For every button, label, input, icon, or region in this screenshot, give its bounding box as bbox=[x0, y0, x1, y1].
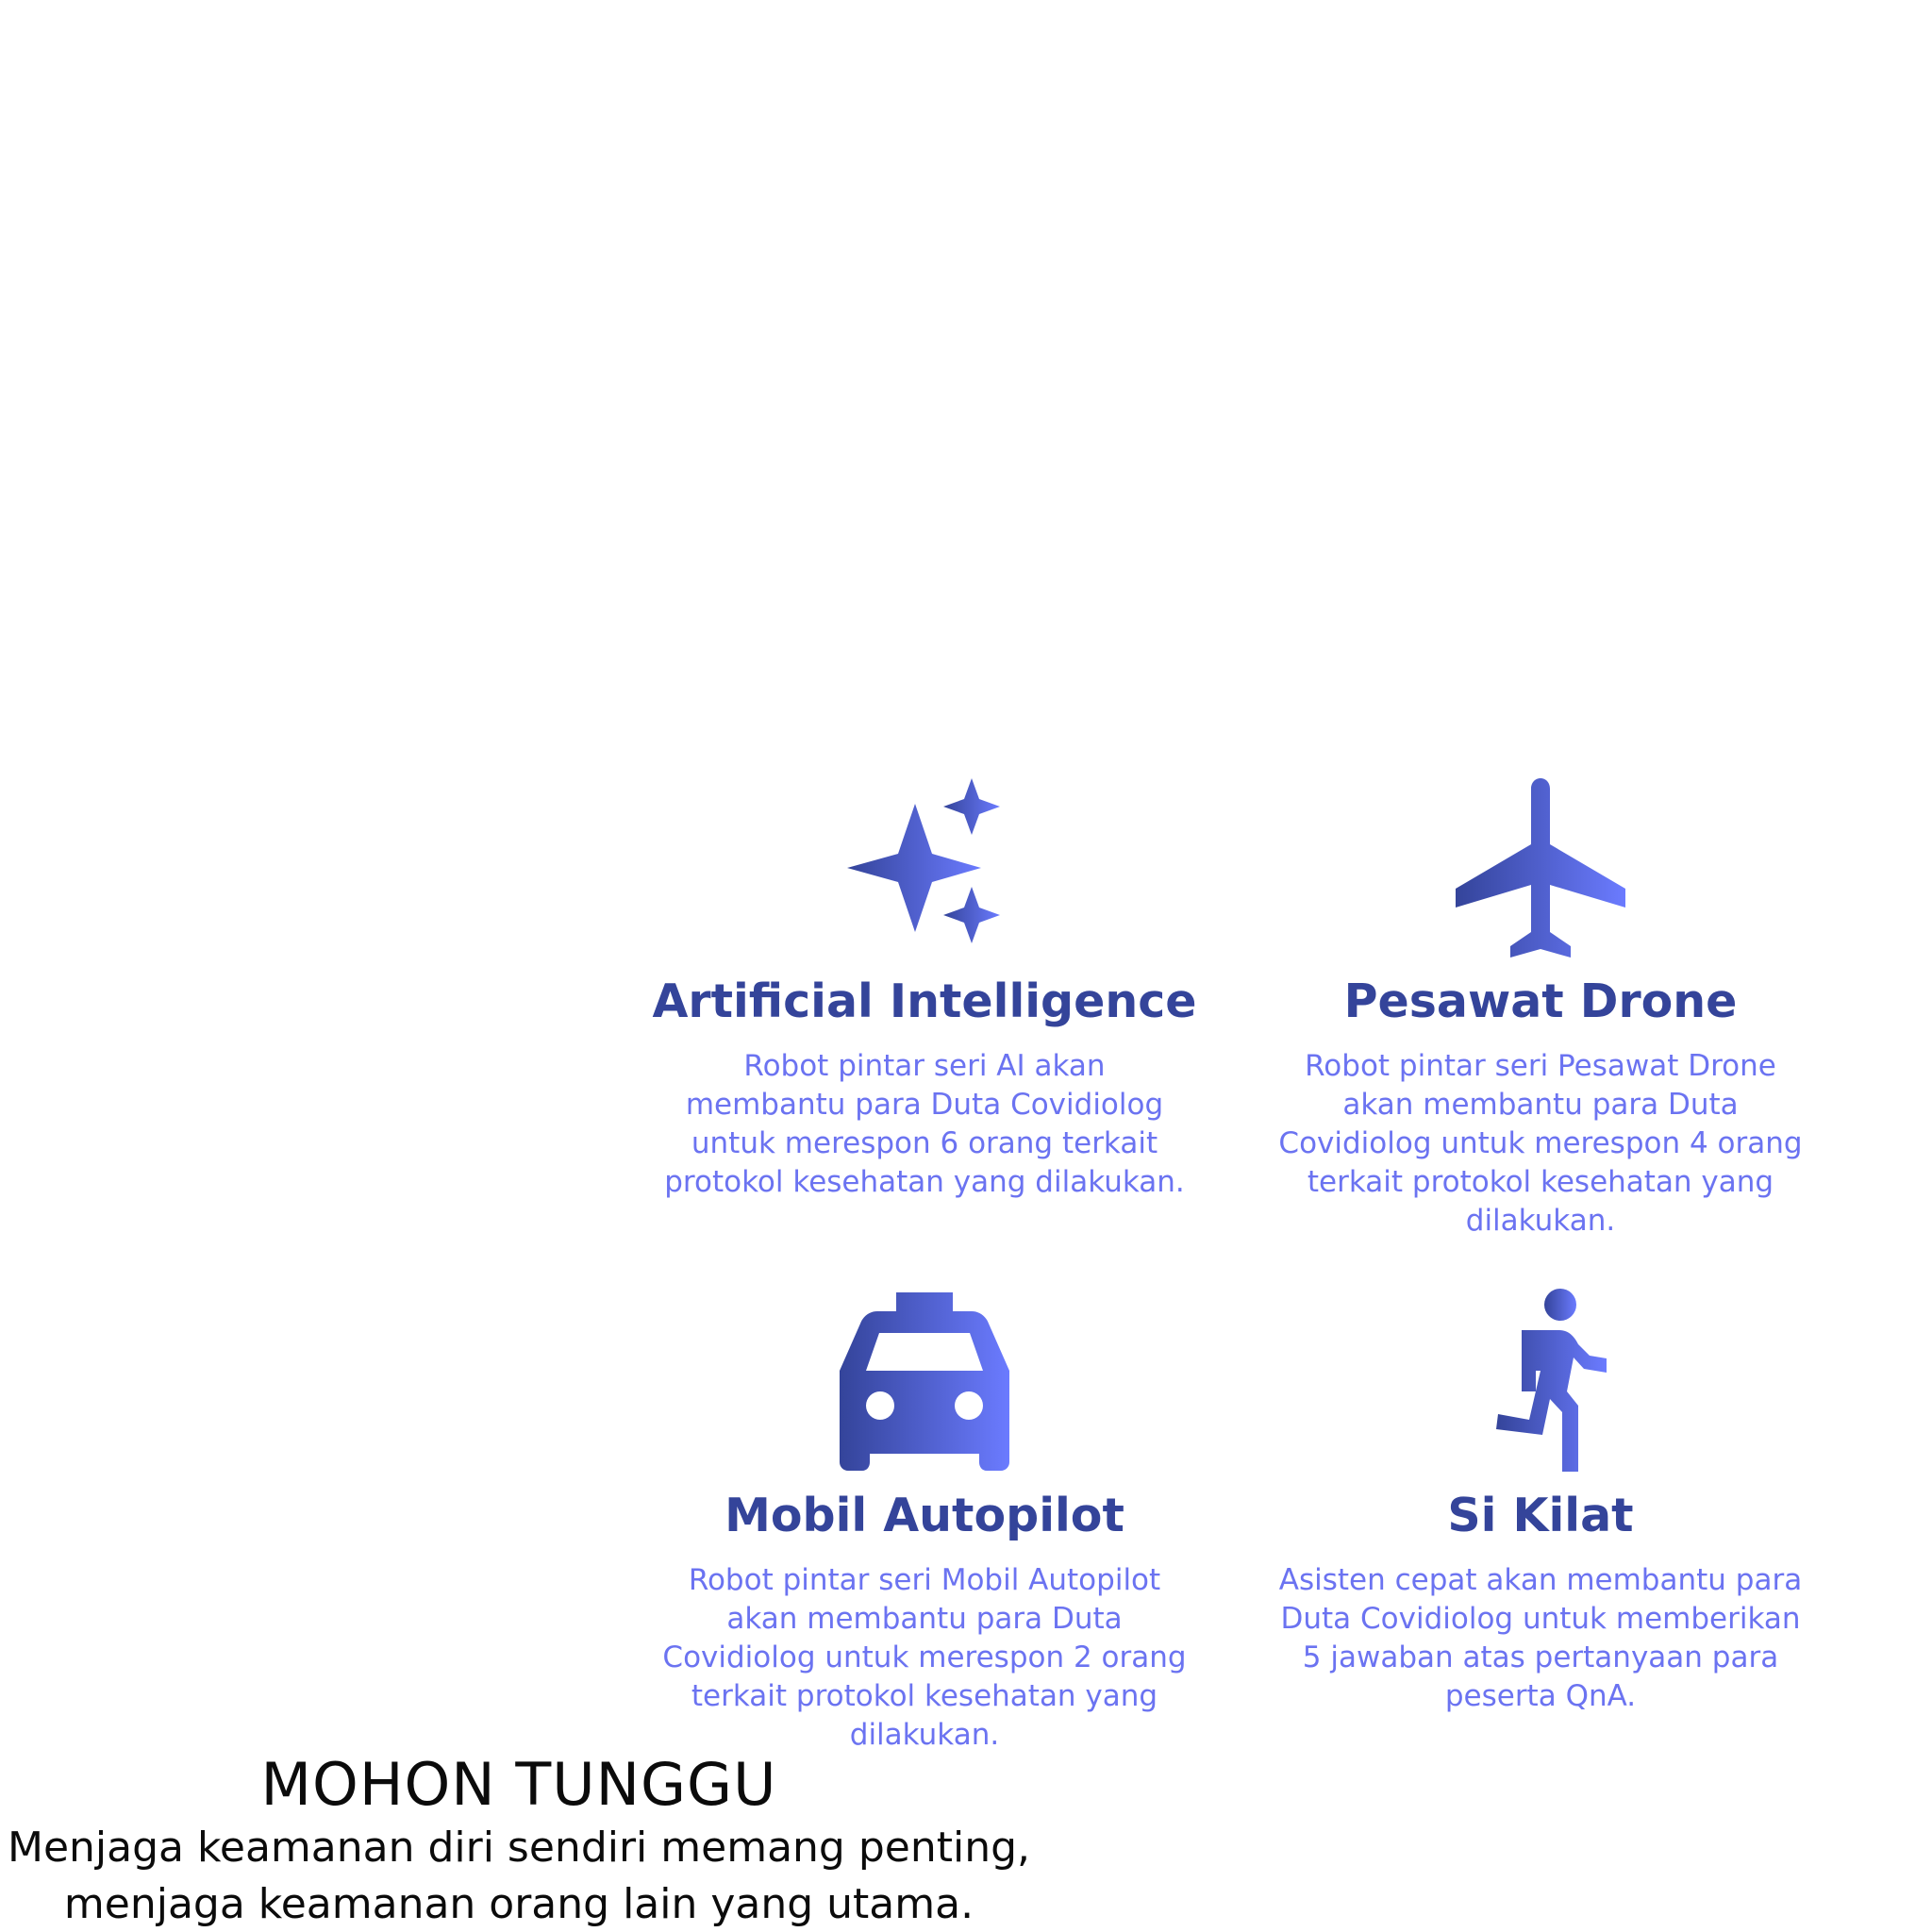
airplane-icon bbox=[1257, 774, 1824, 962]
loading-heading: MOHON TUNGGU bbox=[260, 1750, 777, 1819]
sparkles-icon bbox=[641, 774, 1208, 962]
card-description: Robot pintar seri Mobil Autopilot akan membantu para Duta Covidiolog untuk merespon 2 orang terkait protokol kesehatan yang dilakukan. bbox=[662, 1563, 1187, 1752]
loading-message bbox=[0, 1750, 1038, 1932]
card-title: Pesawat Drone bbox=[1343, 974, 1738, 1028]
card-title: Mobil Autopilot bbox=[724, 1489, 1124, 1542]
card-title: Si Kilat bbox=[1447, 1489, 1634, 1542]
taxi-icon bbox=[641, 1288, 1208, 1476]
card-title: Artificial Intelligence bbox=[652, 974, 1197, 1028]
card-description: Robot pintar seri Pesawat Drone akan membantu para Duta Covidiolog untuk merespon 4 orang terkait protokol kesehatan yang dilakukan. bbox=[1278, 1049, 1803, 1238]
card-description: Robot pintar seri AI akan membantu para Duta Covidiolog untuk merespon 6 orang terkait protokol kesehatan yang dilakukan. bbox=[664, 1049, 1185, 1199]
running-person-icon bbox=[1257, 1288, 1824, 1476]
loading-message-line-1: Menjaga keamanan diri sendiri memang penting, bbox=[8, 1824, 1030, 1872]
card-description: Asisten cepat akan membantu para Duta Covidiolog untuk memberikan 5 jawaban atas pertanyaan para peserta QnA. bbox=[1278, 1563, 1803, 1713]
loading-message-line-2: menjaga keamanan orang lain yang utama. bbox=[63, 1880, 974, 1928]
